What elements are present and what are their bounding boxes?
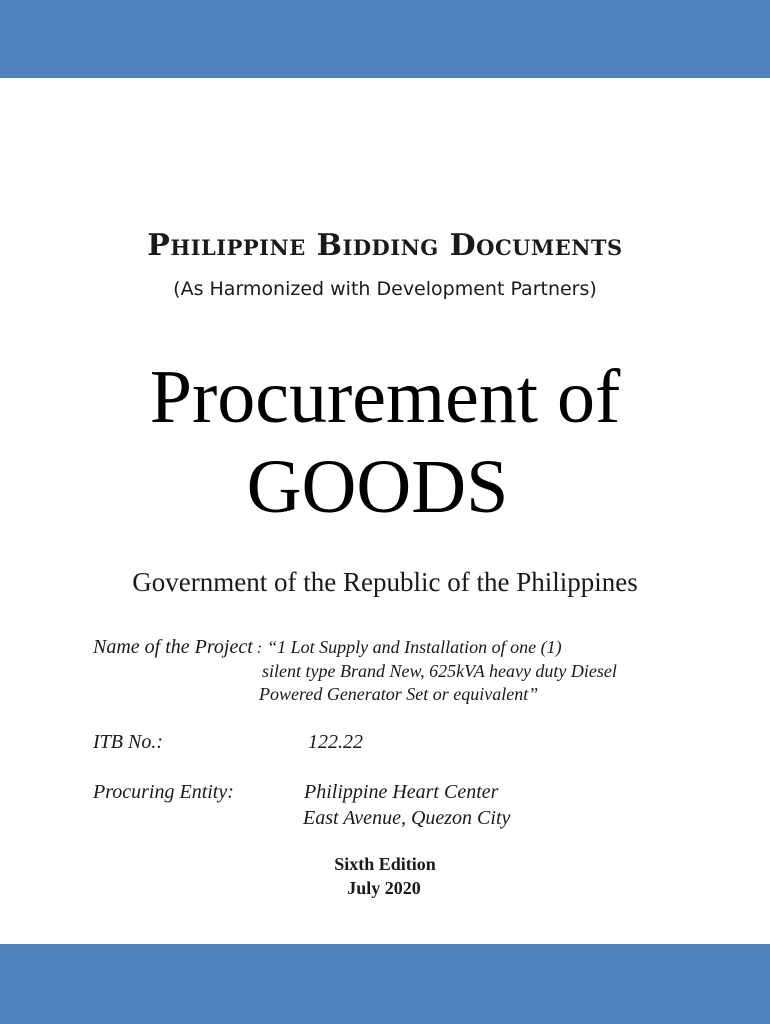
top-color-band bbox=[0, 0, 770, 78]
procuring-entity-name: Philippine Heart Center bbox=[304, 781, 499, 803]
edition-block bbox=[0, 852, 770, 900]
project-name-line3: Powered Generator Set or equivalent” bbox=[259, 684, 539, 704]
edition-label: Sixth Edition bbox=[334, 854, 436, 874]
project-name-separator: : bbox=[252, 640, 263, 657]
main-title-line2: GOODS bbox=[246, 445, 509, 529]
itb-number-label: ITB No.: bbox=[93, 731, 163, 753]
document-series-subtitle: (As Harmonized with Development Partners) bbox=[173, 278, 597, 300]
bottom-color-band bbox=[0, 944, 770, 1024]
document-series-title: Philippine Bidding Documents bbox=[147, 228, 623, 263]
main-title bbox=[0, 352, 770, 532]
project-name-row bbox=[93, 636, 562, 659]
itb-number-value: 122.22 bbox=[308, 731, 363, 753]
project-name-line2: silent type Brand New, 625kVA heavy duty Diesel bbox=[262, 661, 617, 681]
procuring-entity-label: Procuring Entity: bbox=[93, 781, 234, 803]
government-heading: Government of the Republic of the Philippines bbox=[132, 567, 638, 597]
project-name-line1: “1 Lot Supply and Installation of one (1) bbox=[267, 637, 562, 657]
procuring-entity-address: East Avenue, Quezon City bbox=[303, 807, 511, 829]
project-name-label: Name of the Project bbox=[93, 636, 253, 658]
edition-date: July 2020 bbox=[347, 878, 421, 898]
main-title-line1: Procurement of bbox=[149, 355, 621, 439]
